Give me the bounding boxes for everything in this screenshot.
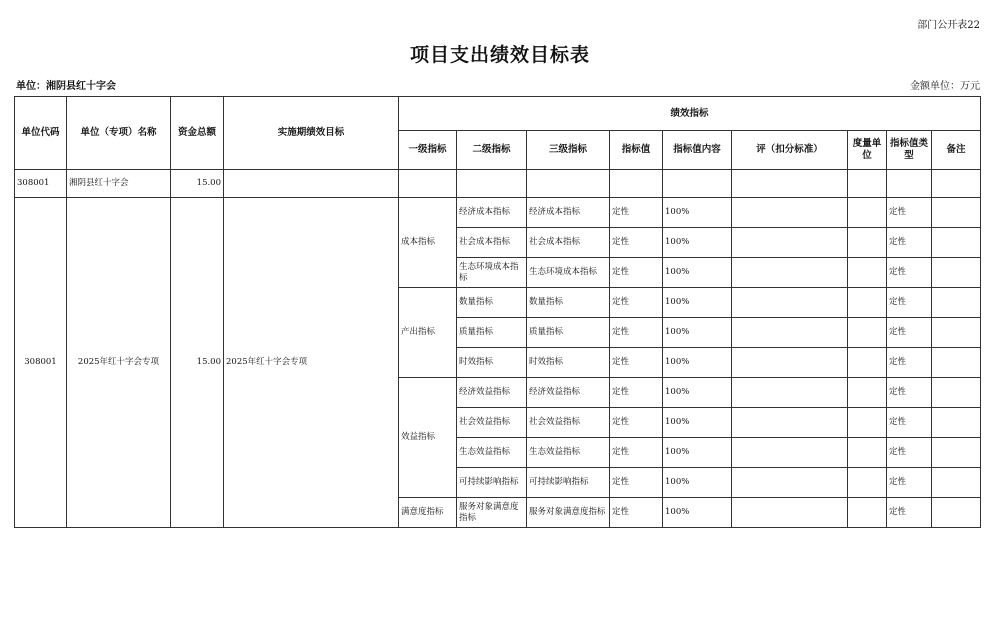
header-unit-code: 单位代码 <box>15 97 67 170</box>
remark-cell <box>932 498 981 528</box>
measure-unit-cell <box>848 498 887 528</box>
scoring-cell <box>732 498 848 528</box>
level2-cell: 质量指标 <box>457 318 527 348</box>
scoring-cell <box>732 438 848 468</box>
remark-cell <box>932 288 981 318</box>
header-value-content: 指标值内容 <box>663 131 732 170</box>
level2-cell: 经济成本指标 <box>457 198 527 228</box>
measure-unit-cell <box>848 438 887 468</box>
remark-cell <box>932 438 981 468</box>
measure-unit-cell <box>848 198 887 228</box>
content-cell: 100% <box>663 438 732 468</box>
content-cell: 100% <box>663 228 732 258</box>
level3-cell: 数量指标 <box>527 288 610 318</box>
project-amount-cell: 15.00 <box>171 198 224 528</box>
empty-cell <box>887 170 932 198</box>
header-total-funds: 资金总额 <box>171 97 224 170</box>
value-type-cell: 定性 <box>887 498 932 528</box>
value-type-cell: 定性 <box>887 228 932 258</box>
level2-cell: 生态效益指标 <box>457 438 527 468</box>
level3-cell: 经济成本指标 <box>527 198 610 228</box>
remark-cell <box>932 348 981 378</box>
remark-cell <box>932 258 981 288</box>
value-cell: 定性 <box>610 468 663 498</box>
measure-unit-cell <box>848 318 887 348</box>
level3-cell: 服务对象满意度指标 <box>527 498 610 528</box>
value-type-cell: 定性 <box>887 318 932 348</box>
value-type-cell: 定性 <box>887 348 932 378</box>
header-level3: 三级指标 <box>527 131 610 170</box>
measure-unit-cell <box>848 408 887 438</box>
value-cell: 定性 <box>610 378 663 408</box>
level2-cell: 社会成本指标 <box>457 228 527 258</box>
scoring-cell <box>732 348 848 378</box>
content-cell: 100% <box>663 288 732 318</box>
empty-cell <box>399 170 457 198</box>
empty-cell <box>848 170 887 198</box>
remark-cell <box>932 468 981 498</box>
project-name-cell: 2025年红十字会专项 <box>67 198 171 528</box>
empty-cell <box>732 170 848 198</box>
level3-cell: 社会成本指标 <box>527 228 610 258</box>
content-cell: 100% <box>663 378 732 408</box>
level1-cell: 满意度指标 <box>399 498 457 528</box>
level1-cell: 效益指标 <box>399 378 457 498</box>
level3-cell: 可持续影响指标 <box>527 468 610 498</box>
level2-cell: 数量指标 <box>457 288 527 318</box>
level2-cell: 经济效益指标 <box>457 378 527 408</box>
level3-cell: 生态效益指标 <box>527 438 610 468</box>
header-remark: 备注 <box>932 131 981 170</box>
measure-unit-cell <box>848 468 887 498</box>
remark-cell <box>932 378 981 408</box>
value-type-cell: 定性 <box>887 258 932 288</box>
content-cell: 100% <box>663 348 732 378</box>
header-level2: 二级指标 <box>457 131 527 170</box>
remark-cell <box>932 318 981 348</box>
scoring-cell <box>732 468 848 498</box>
content-cell: 100% <box>663 468 732 498</box>
header-level1: 一级指标 <box>399 131 457 170</box>
level3-cell: 质量指标 <box>527 318 610 348</box>
value-cell: 定性 <box>610 438 663 468</box>
value-type-cell: 定性 <box>887 288 932 318</box>
level2-cell: 可持续影响指标 <box>457 468 527 498</box>
header-scoring: 评（扣分标准） <box>732 131 848 170</box>
content-cell: 100% <box>663 198 732 228</box>
level3-cell: 生态环境成本指标 <box>527 258 610 288</box>
value-type-cell: 定性 <box>887 198 932 228</box>
performance-table <box>14 96 981 528</box>
header-performance: 绩效指标 <box>399 97 981 131</box>
scoring-cell <box>732 288 848 318</box>
page-title: 项目支出绩效目标表 <box>409 44 590 66</box>
unit-code-cell: 308001 <box>15 170 67 198</box>
header-value: 指标值 <box>610 131 663 170</box>
value-cell: 定性 <box>610 498 663 528</box>
empty-cell <box>932 170 981 198</box>
value-cell: 定性 <box>610 318 663 348</box>
empty-cell <box>527 170 610 198</box>
level2-cell: 服务对象满意度指标 <box>457 498 527 528</box>
empty-cell <box>224 170 399 198</box>
content-cell: 100% <box>663 258 732 288</box>
measure-unit-cell <box>848 228 887 258</box>
scoring-cell <box>732 408 848 438</box>
empty-cell <box>610 170 663 198</box>
scoring-cell <box>732 228 848 258</box>
header-value-type: 指标值类型 <box>887 131 932 170</box>
scoring-cell <box>732 258 848 288</box>
header-goal: 实施期绩效目标 <box>224 97 399 170</box>
content-cell: 100% <box>663 408 732 438</box>
level3-cell: 时效指标 <box>527 348 610 378</box>
level2-cell: 生态环境成本指标 <box>457 258 527 288</box>
level2-cell: 时效指标 <box>457 348 527 378</box>
value-cell: 定性 <box>610 408 663 438</box>
table-row <box>15 198 981 228</box>
amount-unit-label: 金额单位：万元 <box>910 81 980 92</box>
measure-unit-cell <box>848 258 887 288</box>
level3-cell: 社会效益指标 <box>527 408 610 438</box>
value-cell: 定性 <box>610 228 663 258</box>
unit-label: 单位：湘阴县红十字会 <box>16 81 116 92</box>
scoring-cell <box>732 378 848 408</box>
project-code-cell: 308001 <box>15 198 67 528</box>
remark-cell <box>932 228 981 258</box>
scoring-cell <box>732 318 848 348</box>
form-number: 部门公开表22 <box>917 20 980 31</box>
value-type-cell: 定性 <box>887 378 932 408</box>
value-cell: 定性 <box>610 198 663 228</box>
value-cell: 定性 <box>610 258 663 288</box>
value-type-cell: 定性 <box>887 468 932 498</box>
measure-unit-cell <box>848 348 887 378</box>
level1-cell: 产出指标 <box>399 288 457 378</box>
remark-cell <box>932 198 981 228</box>
level3-cell: 经济效益指标 <box>527 378 610 408</box>
value-cell: 定性 <box>610 288 663 318</box>
empty-cell <box>457 170 527 198</box>
header-unit-name: 单位（专项）名称 <box>67 97 171 170</box>
measure-unit-cell <box>848 288 887 318</box>
unit-name-cell: 湘阴县红十字会 <box>67 170 171 198</box>
value-type-cell: 定性 <box>887 408 932 438</box>
unit-amount-cell: 15.00 <box>171 170 224 198</box>
remark-cell <box>932 408 981 438</box>
level2-cell: 社会效益指标 <box>457 408 527 438</box>
content-cell: 100% <box>663 498 732 528</box>
value-cell: 定性 <box>610 348 663 378</box>
measure-unit-cell <box>848 378 887 408</box>
scoring-cell <box>732 198 848 228</box>
header-row-1 <box>15 97 981 131</box>
level1-cell: 成本指标 <box>399 198 457 288</box>
value-type-cell: 定性 <box>887 438 932 468</box>
header-measure-unit: 度量单位 <box>848 131 887 170</box>
project-goal-cell: 2025年红十字会专项 <box>224 198 399 528</box>
table-row-unit <box>15 170 981 198</box>
empty-cell <box>663 170 732 198</box>
content-cell: 100% <box>663 318 732 348</box>
